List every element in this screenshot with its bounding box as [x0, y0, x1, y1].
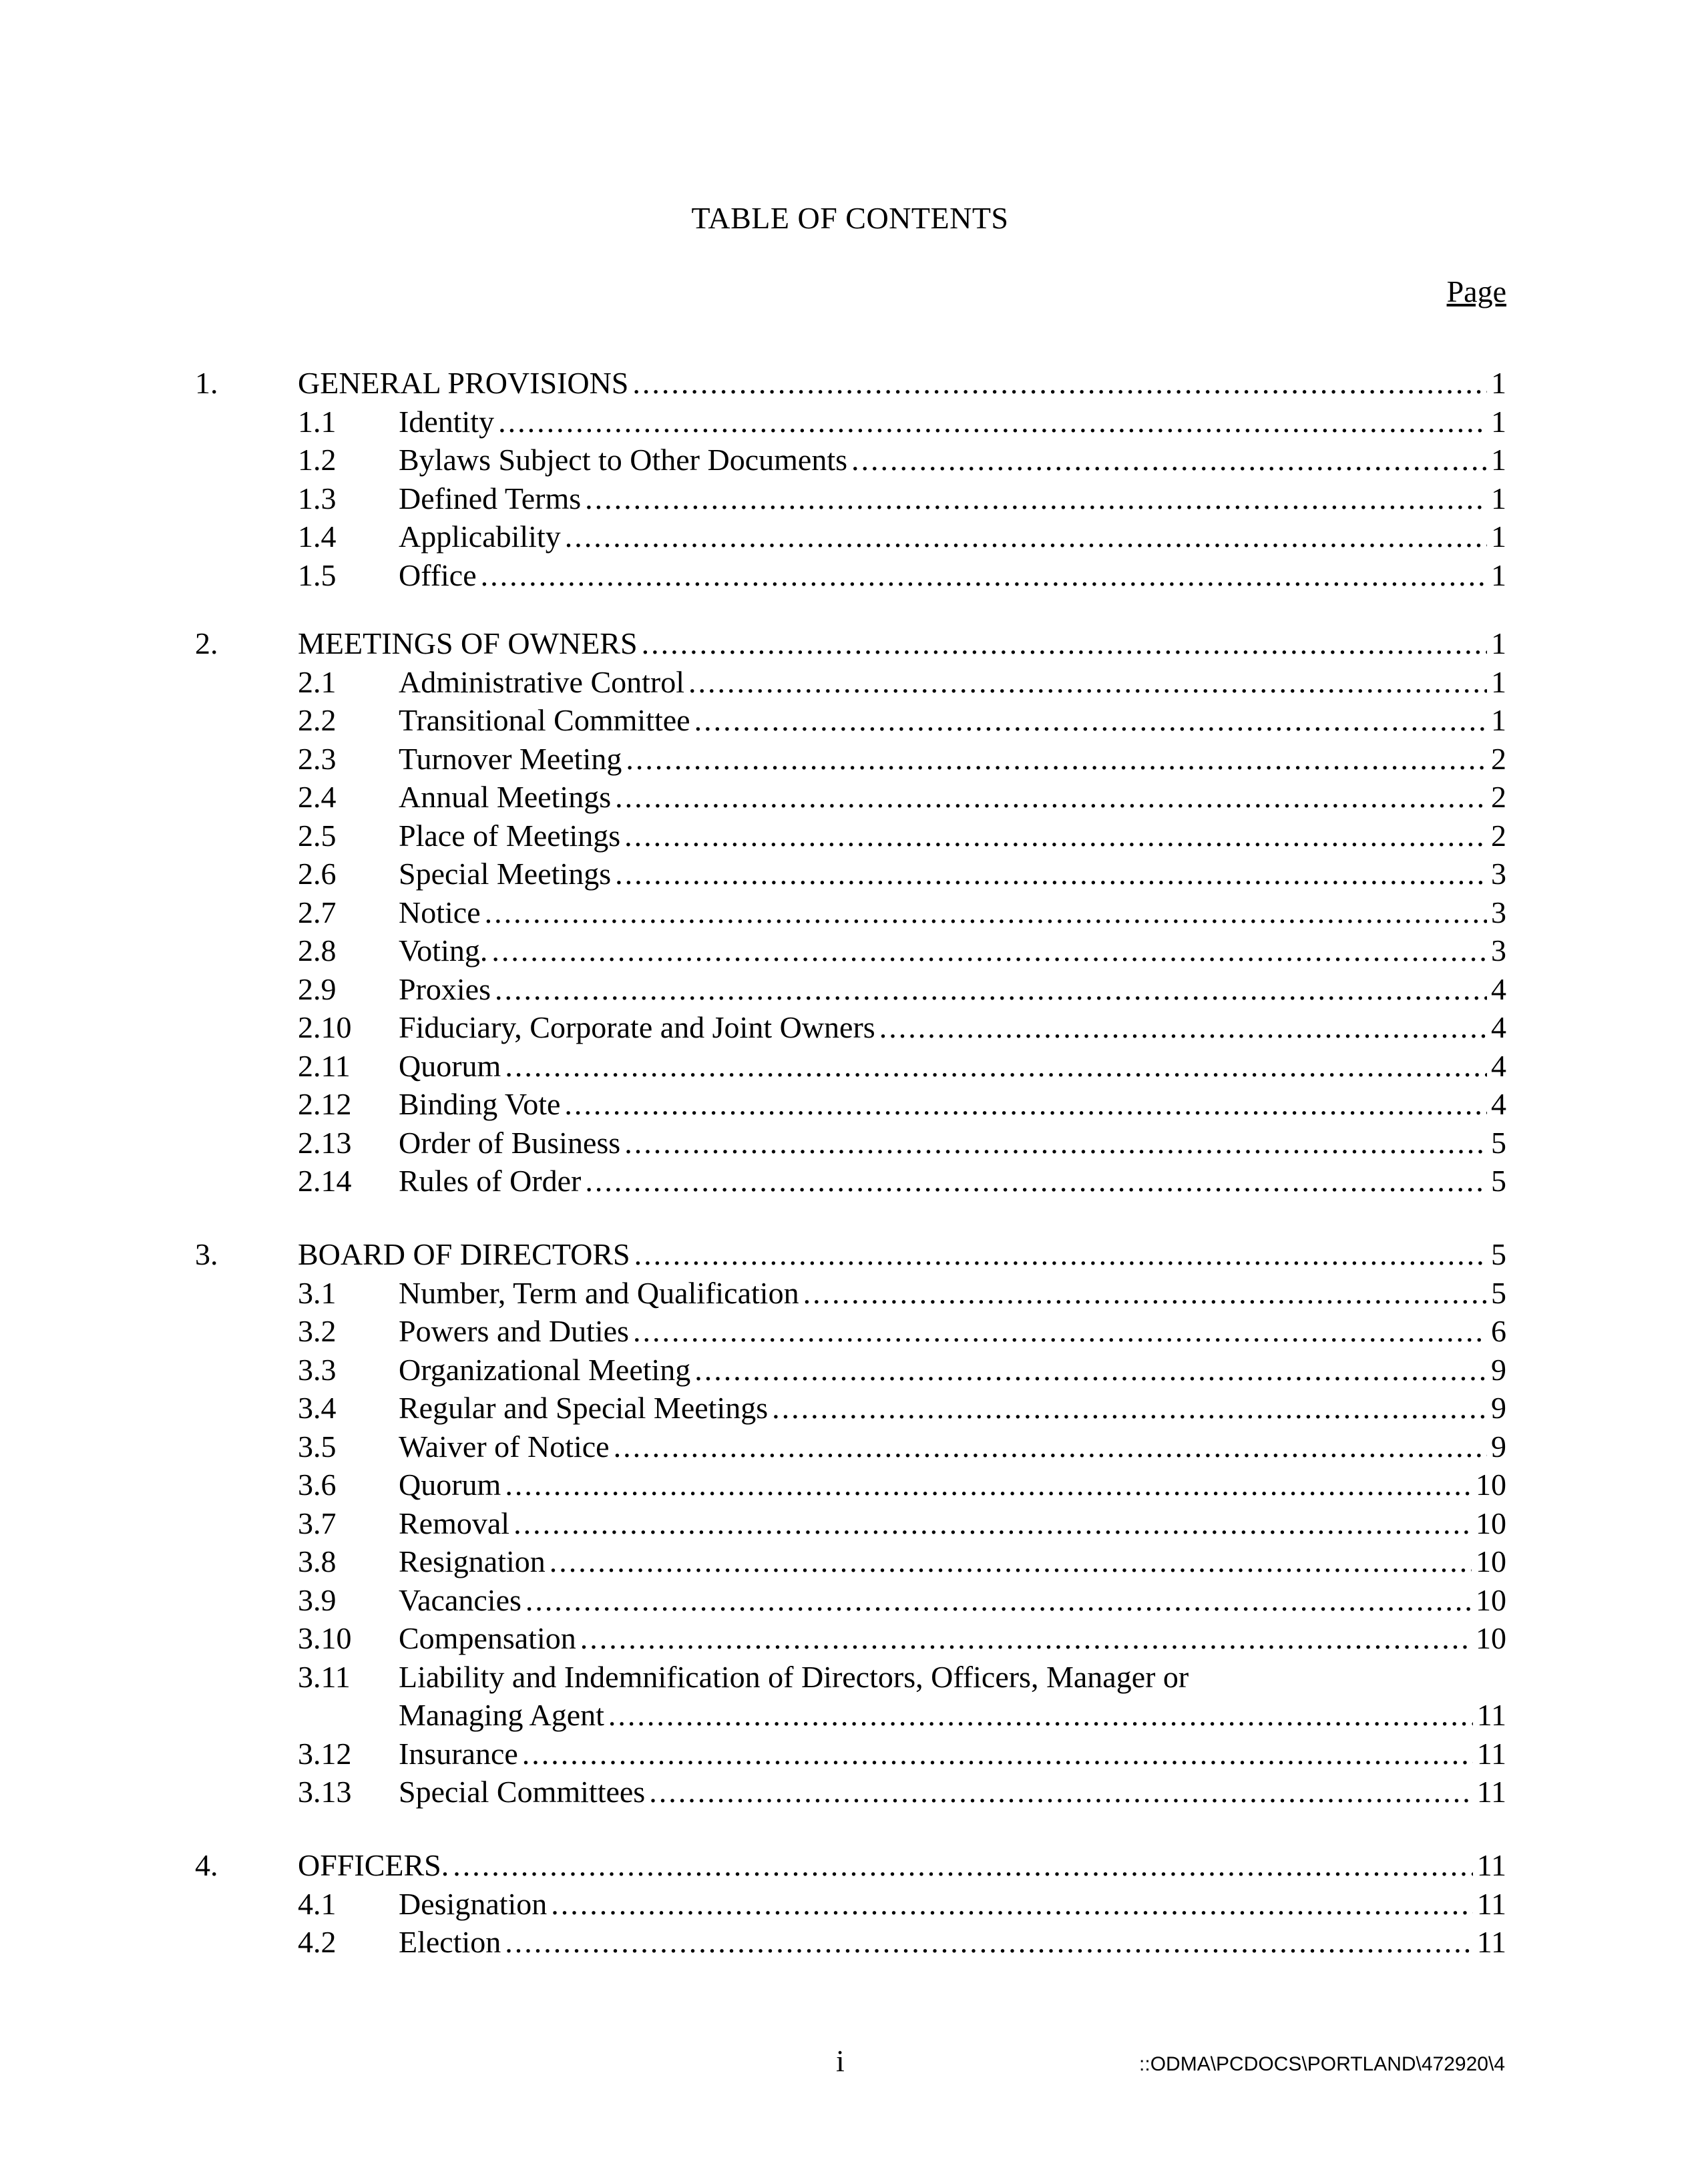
- toc-row[interactable]: [0, 1389, 1700, 1428]
- page-number: 1: [1491, 664, 1506, 699]
- page-number: 1: [1491, 519, 1506, 554]
- toc-row-major[interactable]: [0, 1235, 1700, 1274]
- leader-dots: [585, 479, 1487, 518]
- item-number: 2.9: [298, 971, 337, 1006]
- page-number: 4: [1491, 1087, 1506, 1121]
- item-number: 1.5: [298, 558, 337, 592]
- toc-row[interactable]: [0, 1542, 1700, 1581]
- toc-row[interactable]: [0, 1885, 1700, 1924]
- item-number: 2.7: [298, 895, 337, 929]
- page-number: 2: [1491, 818, 1506, 853]
- page-number: 9: [1491, 1391, 1506, 1425]
- toc-section-1: [0, 364, 1700, 594]
- toc-row[interactable]: [0, 1351, 1700, 1389]
- page-number: 11: [1476, 1698, 1506, 1732]
- toc-row[interactable]: [0, 1504, 1700, 1543]
- leader-dots: [615, 778, 1487, 817]
- toc-row[interactable]: [0, 1274, 1700, 1313]
- leader-dots: [608, 1696, 1473, 1735]
- page-number: 11: [1476, 1886, 1506, 1921]
- leader-dots: [485, 893, 1487, 932]
- item-number: 2.3: [298, 741, 337, 776]
- toc-row[interactable]: [0, 740, 1700, 779]
- page-number: 3: [1491, 895, 1506, 929]
- toc-row-major[interactable]: [0, 364, 1700, 403]
- item-number: 3.2: [298, 1314, 337, 1348]
- leader-dots: [498, 403, 1487, 441]
- page-number: 11: [1476, 1775, 1506, 1809]
- toc-row[interactable]: [0, 1085, 1700, 1124]
- leader-dots: [694, 1351, 1487, 1389]
- item-number: 3.4: [298, 1391, 337, 1425]
- item-number: 2.10: [298, 1010, 352, 1044]
- item-title: Managing Agent: [399, 1698, 604, 1732]
- item-title: Order of Business: [399, 1125, 621, 1160]
- footer-page-number: i: [836, 2044, 845, 2078]
- leader-dots: [453, 1846, 1472, 1885]
- toc-section-2: [0, 624, 1700, 1200]
- page-number: 1: [1491, 443, 1506, 477]
- section-number: 4.: [195, 1848, 218, 1882]
- item-title: Applicability: [399, 519, 561, 554]
- leader-dots: [551, 1885, 1472, 1924]
- leader-dots: [505, 1466, 1472, 1504]
- page-number: 4: [1491, 971, 1506, 1006]
- toc-row[interactable]: [0, 1124, 1700, 1162]
- item-number: 2.13: [298, 1125, 352, 1160]
- item-number: 2.14: [298, 1164, 352, 1198]
- leader-dots: [580, 1619, 1472, 1658]
- leader-dots: [491, 931, 1487, 970]
- page-number: 10: [1476, 1544, 1506, 1578]
- item-title: Regular and Special Meetings: [399, 1391, 769, 1425]
- page-column-header: Page: [1446, 274, 1506, 308]
- item-title: Special Meetings: [399, 857, 612, 891]
- item-number: 3.9: [298, 1582, 337, 1617]
- section-title: BOARD OF DIRECTORS: [298, 1237, 630, 1271]
- section-number: 2.: [195, 626, 218, 660]
- item-title: Quorum: [399, 1468, 501, 1502]
- item-title: Annual Meetings: [399, 780, 612, 814]
- item-title: Defined Terms: [399, 481, 582, 515]
- page-number: 10: [1476, 1468, 1506, 1502]
- page-number: 3: [1491, 857, 1506, 891]
- item-number: 3.1: [298, 1275, 337, 1310]
- toc-row[interactable]: [0, 441, 1700, 479]
- item-number: 2.12: [298, 1087, 352, 1121]
- item-title: Election: [399, 1925, 501, 1959]
- toc-row[interactable]: [0, 1312, 1700, 1351]
- leader-dots: [505, 1047, 1487, 1086]
- leader-dots: [688, 663, 1487, 702]
- page-number: 1: [1491, 626, 1506, 660]
- item-title-line-1: Liability and Indemnification of Directors, Officers, Manager or: [399, 1659, 1189, 1694]
- leader-dots: [614, 1428, 1487, 1466]
- item-number: 2.5: [298, 818, 337, 853]
- item-number: 4.1: [298, 1886, 337, 1921]
- page-number: 9: [1491, 1352, 1506, 1387]
- item-title: Removal: [399, 1506, 510, 1540]
- page-number: 2: [1491, 741, 1506, 776]
- toc-row[interactable]: [0, 1773, 1700, 1811]
- page-number: 4: [1491, 1048, 1506, 1083]
- item-number: 3.7: [298, 1506, 337, 1540]
- section-title: OFFICERS.: [298, 1848, 449, 1882]
- item-number: 3.6: [298, 1468, 337, 1502]
- leader-dots: [634, 1235, 1487, 1274]
- item-number: 2.11: [298, 1048, 351, 1083]
- page-number: 10: [1476, 1506, 1506, 1540]
- page-number: 10: [1476, 1582, 1506, 1617]
- item-title: Fiduciary, Corporate and Joint Owners: [399, 1010, 875, 1044]
- item-number: 4.2: [298, 1925, 337, 1959]
- item-number: 1.3: [298, 481, 337, 515]
- toc-row[interactable]: [0, 893, 1700, 932]
- toc-row[interactable]: [0, 1047, 1700, 1086]
- item-title: Administrative Control: [399, 664, 685, 699]
- page-number: 6: [1491, 1314, 1506, 1348]
- toc-row[interactable]: [0, 855, 1700, 893]
- page-number: 1: [1491, 404, 1506, 439]
- item-number: 3.10: [298, 1621, 352, 1655]
- section-title: MEETINGS OF OWNERS: [298, 626, 638, 660]
- item-title: Office: [399, 558, 477, 592]
- toc-row[interactable]: [0, 1466, 1700, 1504]
- page-number: 4: [1491, 1010, 1506, 1044]
- footer-document-id: ::ODMA\PCDOCS\PORTLAND\472920\4: [1139, 2053, 1505, 2075]
- item-number: 2.2: [298, 703, 337, 737]
- item-number: 3.8: [298, 1544, 337, 1578]
- item-title: Compensation: [399, 1621, 576, 1655]
- toc-row[interactable]: [0, 1428, 1700, 1466]
- toc-row-major[interactable]: [0, 624, 1700, 663]
- leader-dots: [550, 1542, 1472, 1581]
- section-title: GENERAL PROVISIONS: [298, 366, 629, 400]
- leader-dots: [615, 855, 1487, 893]
- item-number: 3.11: [298, 1659, 351, 1694]
- toc-row[interactable]: [0, 931, 1700, 970]
- leader-dots: [642, 624, 1487, 663]
- toc-section-4: [0, 1846, 1700, 1962]
- leader-dots: [772, 1389, 1487, 1428]
- item-number: 1.1: [298, 404, 337, 439]
- toc-row[interactable]: [0, 1923, 1700, 1962]
- item-number: 3.3: [298, 1352, 337, 1387]
- page-number: 1: [1491, 366, 1506, 400]
- document-title: TABLE OF CONTENTS: [691, 201, 1009, 235]
- leader-dots: [495, 970, 1487, 1009]
- item-title: Special Committees: [399, 1775, 646, 1809]
- toc-row[interactable]: [0, 1735, 1700, 1773]
- item-title: Powers and Duties: [399, 1314, 629, 1348]
- item-title: Designation: [399, 1886, 548, 1921]
- item-number: 2.8: [298, 933, 337, 967]
- item-title: Transitional Committee: [399, 703, 690, 737]
- item-title: Place of Meetings: [399, 818, 621, 853]
- item-title: Rules of Order: [399, 1164, 582, 1198]
- page-number: 1: [1491, 481, 1506, 515]
- page-number: 1: [1491, 703, 1506, 737]
- item-number: 3.12: [298, 1736, 352, 1771]
- page-number: 11: [1476, 1925, 1506, 1959]
- page-number: 5: [1491, 1125, 1506, 1160]
- leader-dots: [879, 1008, 1487, 1047]
- item-number: 1.4: [298, 519, 337, 554]
- leader-dots: [624, 817, 1487, 855]
- item-title: Turnover Meeting: [399, 741, 622, 776]
- toc-row-wrapped-second-line[interactable]: [0, 1696, 1700, 1735]
- leader-dots: [803, 1274, 1487, 1313]
- toc-row[interactable]: [0, 817, 1700, 855]
- page-number: 5: [1491, 1237, 1506, 1271]
- leader-dots: [626, 740, 1487, 779]
- page-number: 11: [1476, 1736, 1506, 1771]
- page-number: 1: [1491, 558, 1506, 592]
- leader-dots: [525, 1581, 1472, 1620]
- toc-row[interactable]: [0, 517, 1700, 556]
- leader-dots: [481, 556, 1487, 595]
- item-title: Organizational Meeting: [399, 1352, 691, 1387]
- leader-dots: [633, 1312, 1487, 1351]
- toc-row[interactable]: [0, 479, 1700, 518]
- item-title: Resignation: [399, 1544, 546, 1578]
- item-title: Number, Term and Qualification: [399, 1275, 799, 1310]
- item-title: Binding Vote: [399, 1087, 561, 1121]
- leader-dots: [505, 1923, 1472, 1962]
- item-title: Proxies: [399, 971, 491, 1006]
- page-number: 11: [1476, 1848, 1506, 1882]
- toc-row[interactable]: [0, 403, 1700, 441]
- toc-row[interactable]: [0, 778, 1700, 817]
- toc-row[interactable]: [0, 701, 1700, 740]
- item-title: Insurance: [399, 1736, 518, 1771]
- page-number: 9: [1491, 1429, 1506, 1464]
- toc-row[interactable]: [0, 1008, 1700, 1047]
- leader-dots: [522, 1735, 1473, 1773]
- item-number: 1.2: [298, 443, 337, 477]
- item-title: Notice: [399, 895, 481, 929]
- leader-dots: [513, 1504, 1472, 1543]
- page-number: 3: [1491, 933, 1506, 967]
- toc-row[interactable]: [0, 1619, 1700, 1658]
- item-number: 3.13: [298, 1775, 352, 1809]
- leader-dots: [564, 1085, 1487, 1124]
- leader-dots: [565, 517, 1487, 556]
- item-title: Quorum: [399, 1048, 501, 1083]
- item-number: 2.1: [298, 664, 337, 699]
- leader-dots: [851, 441, 1487, 479]
- toc-section-3: [0, 1235, 1700, 1811]
- leader-dots: [649, 1773, 1472, 1811]
- page-number: 5: [1491, 1275, 1506, 1310]
- item-title: Waiver of Notice: [399, 1429, 610, 1464]
- item-title: Bylaws Subject to Other Documents: [399, 443, 848, 477]
- toc-row[interactable]: [0, 1162, 1700, 1200]
- section-number: 3.: [195, 1237, 218, 1271]
- item-title: Vacancies: [399, 1582, 521, 1617]
- toc-row[interactable]: [0, 663, 1700, 702]
- item-number: 3.5: [298, 1429, 337, 1464]
- page-number: 2: [1491, 780, 1506, 814]
- item-title: Voting.: [399, 933, 488, 967]
- toc-row[interactable]: [0, 556, 1700, 595]
- leader-dots: [624, 1124, 1487, 1162]
- toc-row[interactable]: [0, 970, 1700, 1009]
- leader-dots: [694, 701, 1487, 740]
- item-number: 2.6: [298, 857, 337, 891]
- page-number: 5: [1491, 1164, 1506, 1198]
- item-title: Identity: [399, 404, 495, 439]
- item-number: 2.4: [298, 780, 337, 814]
- toc-row-wrapped-first-line[interactable]: [0, 1658, 1700, 1697]
- leader-dots: [585, 1162, 1487, 1200]
- toc-row[interactable]: [0, 1581, 1700, 1620]
- section-number: 1.: [195, 366, 218, 400]
- leader-dots: [632, 364, 1487, 403]
- toc-row-major[interactable]: [0, 1846, 1700, 1885]
- page-number: 10: [1476, 1621, 1506, 1655]
